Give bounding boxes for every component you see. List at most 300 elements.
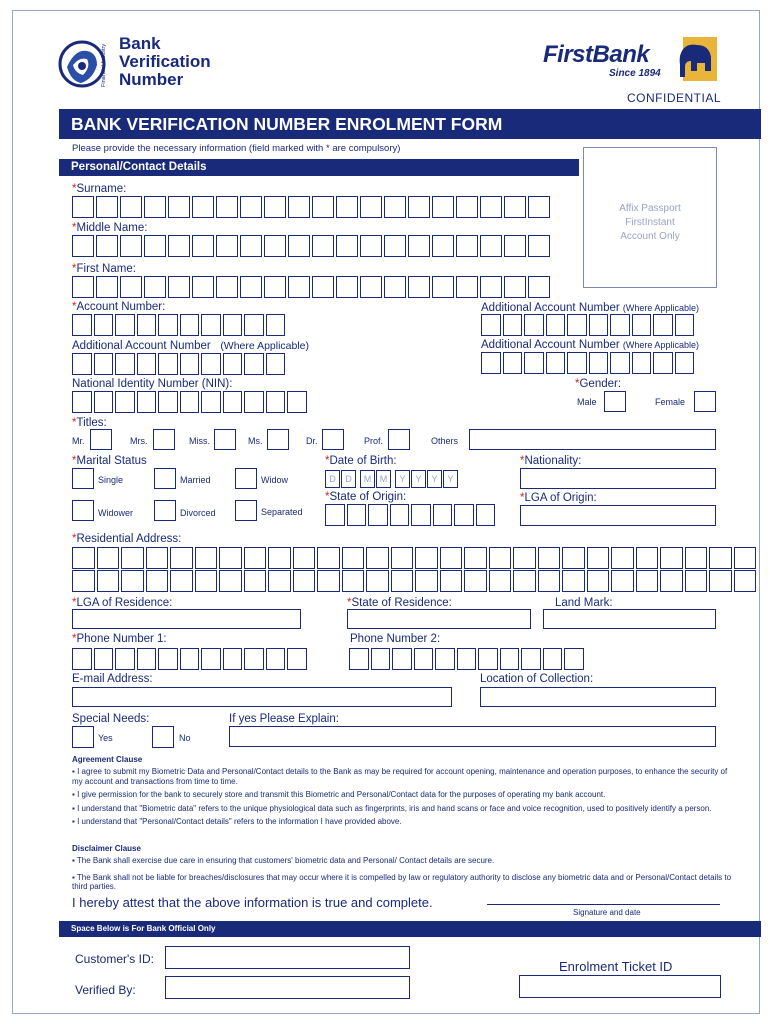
char-box[interactable] — [170, 547, 193, 569]
char-box[interactable] — [180, 648, 200, 670]
char-box[interactable] — [611, 570, 634, 592]
char-box[interactable] — [266, 648, 286, 670]
char-box[interactable] — [415, 547, 438, 569]
char-box[interactable] — [180, 353, 200, 375]
char-box[interactable] — [464, 547, 487, 569]
char-box[interactable] — [478, 648, 498, 670]
char-box[interactable] — [567, 352, 587, 374]
where-applicable-note: (Where Applicable) — [622, 340, 699, 350]
char-box[interactable] — [480, 276, 502, 298]
char-box[interactable] — [564, 648, 584, 670]
char-box[interactable] — [137, 353, 157, 375]
char-box[interactable] — [504, 276, 526, 298]
char-box[interactable] — [317, 547, 340, 569]
phone1-boxes[interactable] — [72, 648, 309, 670]
char-box[interactable] — [528, 235, 550, 257]
char-box[interactable] — [240, 196, 262, 218]
title-dr-label: Dr. — [306, 436, 318, 446]
marital-widower-label: Widower — [98, 508, 134, 518]
dob-boxes[interactable] — [325, 470, 459, 488]
char-box[interactable] — [288, 196, 310, 218]
char-box[interactable] — [317, 570, 340, 592]
marital-separated-box[interactable] — [235, 500, 257, 521]
char-box[interactable] — [223, 391, 243, 413]
bvn-logo-line2: Verification — [119, 52, 211, 71]
residential-address-label-text: Residential Address: — [76, 533, 182, 545]
char-box[interactable] — [120, 235, 142, 257]
char-box[interactable] — [384, 196, 406, 218]
char-box[interactable] — [660, 570, 683, 592]
title-others-input[interactable] — [469, 429, 716, 450]
char-box[interactable] — [589, 314, 609, 336]
dob-year-4[interactable]: Y — [443, 470, 458, 488]
char-box[interactable] — [336, 235, 358, 257]
char-box[interactable] — [115, 391, 135, 413]
special-needs-label: Special Needs: — [72, 713, 150, 725]
marital-divorced-box[interactable] — [154, 500, 176, 521]
char-box[interactable] — [223, 648, 243, 670]
char-box[interactable] — [432, 196, 454, 218]
char-box[interactable] — [685, 547, 708, 569]
dob-month-2[interactable]: M — [376, 470, 391, 488]
special-needs-no-label: No — [179, 733, 191, 743]
char-box[interactable] — [587, 570, 610, 592]
char-box[interactable] — [636, 570, 659, 592]
char-box[interactable] — [144, 235, 166, 257]
char-box[interactable] — [168, 276, 190, 298]
char-box[interactable] — [562, 570, 585, 592]
char-box[interactable] — [456, 235, 478, 257]
char-box[interactable] — [264, 196, 286, 218]
char-box[interactable] — [72, 391, 92, 413]
dob-day-1[interactable]: D — [325, 470, 340, 488]
lga-of-origin-input[interactable] — [520, 505, 716, 526]
char-box[interactable] — [610, 314, 630, 336]
additional-account-right-2-boxes[interactable] — [481, 352, 696, 374]
char-box[interactable] — [513, 570, 536, 592]
surname-boxes[interactable] — [72, 196, 552, 218]
char-box[interactable] — [384, 276, 406, 298]
bvn-logo — [57, 35, 257, 95]
middle-name-label — [72, 222, 147, 234]
char-box[interactable] — [180, 314, 200, 336]
char-box[interactable] — [268, 547, 291, 569]
char-box[interactable] — [244, 570, 267, 592]
char-box[interactable] — [360, 276, 382, 298]
char-box[interactable] — [158, 314, 178, 336]
char-box[interactable] — [137, 391, 157, 413]
nin-boxes[interactable] — [72, 391, 309, 413]
location-of-collection-input[interactable] — [480, 687, 716, 707]
passport-line3: Account Only — [620, 231, 680, 242]
char-box[interactable] — [610, 352, 630, 374]
char-box[interactable] — [546, 314, 566, 336]
land-mark-input[interactable] — [543, 609, 716, 629]
char-box[interactable] — [168, 196, 190, 218]
char-box[interactable] — [636, 547, 659, 569]
char-box[interactable] — [287, 648, 307, 670]
char-box[interactable] — [146, 570, 169, 592]
char-box[interactable] — [325, 504, 345, 526]
char-box[interactable] — [653, 352, 673, 374]
char-box[interactable] — [121, 547, 144, 569]
char-box[interactable] — [192, 235, 214, 257]
char-box[interactable] — [546, 352, 566, 374]
char-box[interactable] — [201, 353, 221, 375]
char-box[interactable] — [632, 314, 652, 336]
marital-widower-box[interactable] — [72, 500, 94, 521]
char-box[interactable] — [368, 504, 388, 526]
char-box[interactable] — [223, 314, 243, 336]
char-box[interactable] — [293, 570, 316, 592]
char-box[interactable] — [240, 276, 262, 298]
char-box[interactable] — [709, 547, 732, 569]
middle-name-boxes[interactable] — [72, 235, 552, 257]
char-box[interactable] — [96, 196, 118, 218]
passport-line1: Affix Passport — [619, 203, 681, 214]
char-box[interactable] — [144, 196, 166, 218]
dob-year-3[interactable]: Y — [427, 470, 442, 488]
special-needs-yes-box[interactable] — [72, 726, 94, 748]
agreement-title: Agreement Clause — [72, 755, 143, 764]
agreement-item: ▪ I give permission for the bank to securely store and transmit this Biometric and Personal/Contact data for the purposes of operating my bank account. — [72, 790, 606, 799]
dob-year-1[interactable]: Y — [395, 470, 410, 488]
char-box[interactable] — [456, 276, 478, 298]
char-box[interactable] — [347, 504, 367, 526]
char-box[interactable] — [392, 648, 412, 670]
char-box[interactable] — [216, 196, 238, 218]
email-input[interactable] — [72, 687, 452, 707]
char-box[interactable] — [293, 547, 316, 569]
char-box[interactable] — [480, 196, 502, 218]
char-box[interactable] — [489, 547, 512, 569]
elephant-icon — [677, 37, 717, 83]
verified-by-input[interactable] — [165, 976, 410, 999]
title-mr-label: Mr. — [72, 436, 85, 446]
char-box[interactable] — [414, 648, 434, 670]
char-box[interactable] — [408, 196, 430, 218]
char-box[interactable] — [96, 235, 118, 257]
char-box[interactable] — [288, 235, 310, 257]
char-box[interactable] — [158, 353, 178, 375]
char-box[interactable] — [456, 196, 478, 218]
char-box[interactable] — [653, 314, 673, 336]
char-box[interactable] — [120, 276, 142, 298]
agreement-item: ▪ I agree to submit my Biometric Data and Personal/Contact details to the Bank as may be required for account opening, maintenance and operation purposes, to enhance the security of my account and transactions from time to time. — [72, 767, 728, 786]
char-box[interactable] — [440, 547, 463, 569]
char-box[interactable] — [513, 547, 536, 569]
if-yes-explain-input[interactable] — [229, 726, 716, 747]
marital-divorced-label: Divorced — [180, 508, 216, 518]
dob-month-1[interactable]: M — [360, 470, 375, 488]
char-box[interactable] — [408, 276, 430, 298]
customer-id-input[interactable] — [165, 946, 410, 969]
char-box[interactable] — [567, 314, 587, 336]
char-box[interactable] — [158, 391, 178, 413]
char-box[interactable] — [589, 352, 609, 374]
char-box[interactable] — [120, 196, 142, 218]
char-box[interactable] — [432, 276, 454, 298]
char-box[interactable] — [287, 391, 307, 413]
title-prof-box[interactable] — [388, 429, 410, 450]
first-name-boxes[interactable] — [72, 276, 552, 298]
char-box[interactable] — [360, 235, 382, 257]
customer-id-label: Customer's ID: — [75, 952, 154, 966]
char-box[interactable] — [342, 570, 365, 592]
special-needs-no-box[interactable] — [152, 726, 174, 748]
char-box[interactable] — [660, 547, 683, 569]
account-number-boxes[interactable] — [72, 314, 287, 336]
char-box[interactable] — [312, 276, 334, 298]
char-box[interactable] — [709, 570, 732, 592]
char-box[interactable] — [266, 353, 286, 375]
char-box[interactable] — [685, 570, 708, 592]
state-of-origin-boxes[interactable] — [325, 504, 497, 526]
char-box[interactable] — [384, 235, 406, 257]
disclaimer-clause-list — [72, 856, 732, 892]
char-box[interactable] — [480, 235, 502, 257]
char-box[interactable] — [464, 570, 487, 592]
dob-day-2[interactable]: D — [341, 470, 356, 488]
char-box[interactable] — [94, 391, 114, 413]
agreement-item-text: I agree to submit my Biometric Data and Personal/Contact details to the Bank as may be required for account opening, maintenance and operation purposes, to enhance the security of my account and transactions from time to time. — [72, 767, 728, 786]
char-box[interactable] — [391, 570, 414, 592]
char-box[interactable] — [675, 314, 695, 336]
first-name-label-text: First Name: — [76, 263, 136, 275]
char-box[interactable] — [72, 570, 95, 592]
bvn-emblem-icon — [57, 37, 107, 91]
char-box[interactable] — [360, 196, 382, 218]
char-box[interactable] — [72, 196, 94, 218]
char-box[interactable] — [481, 352, 501, 374]
residential-address-row-1[interactable] — [72, 547, 758, 569]
instructions: Please provide the necessary information (field marked with * are compulsory) — [72, 143, 401, 154]
title-ms-box[interactable] — [267, 429, 289, 450]
bvn-logo-line1: Bank — [119, 34, 161, 53]
account-number-label — [72, 301, 165, 313]
char-box[interactable] — [201, 391, 221, 413]
char-box[interactable] — [244, 648, 264, 670]
char-box[interactable] — [503, 314, 523, 336]
section-title: Personal/Contact Details — [71, 161, 207, 173]
char-box[interactable] — [391, 547, 414, 569]
char-box[interactable] — [96, 276, 118, 298]
char-box[interactable] — [201, 314, 221, 336]
dob-label-text: Date of Birth: — [329, 455, 397, 467]
required-mark: * — [347, 597, 352, 609]
char-box[interactable] — [433, 504, 453, 526]
char-box[interactable] — [611, 547, 634, 569]
char-box[interactable] — [264, 235, 286, 257]
char-box[interactable] — [72, 235, 94, 257]
char-box[interactable] — [349, 648, 369, 670]
char-box[interactable] — [266, 391, 286, 413]
form-page — [12, 10, 760, 1014]
required-mark: * — [325, 455, 330, 467]
char-box[interactable] — [244, 391, 264, 413]
char-box[interactable] — [524, 314, 544, 336]
char-box[interactable] — [144, 276, 166, 298]
required-mark: * — [72, 183, 77, 195]
char-box[interactable] — [587, 547, 610, 569]
dob-year-2[interactable]: Y — [411, 470, 426, 488]
char-box[interactable] — [170, 570, 193, 592]
char-box[interactable] — [504, 196, 526, 218]
char-box[interactable] — [312, 196, 334, 218]
char-box[interactable] — [168, 235, 190, 257]
char-box[interactable] — [240, 235, 262, 257]
title-banner — [59, 109, 761, 139]
char-box[interactable] — [72, 314, 92, 336]
char-box[interactable] — [500, 648, 520, 670]
char-box[interactable] — [192, 276, 214, 298]
nationality-input[interactable] — [520, 468, 716, 489]
state-of-origin-label-text: State of Origin: — [329, 491, 407, 503]
char-box[interactable] — [72, 648, 92, 670]
residential-address-row-2[interactable] — [72, 570, 758, 592]
char-box[interactable] — [216, 235, 238, 257]
if-yes-explain-label: If yes Please Explain: — [229, 713, 339, 725]
char-box[interactable] — [675, 352, 695, 374]
char-box[interactable] — [435, 648, 455, 670]
lga-of-residence-input[interactable] — [72, 609, 301, 629]
char-box[interactable] — [457, 648, 477, 670]
char-box[interactable] — [115, 314, 135, 336]
char-box[interactable] — [734, 570, 757, 592]
title-ms-label: Ms. — [248, 436, 263, 446]
char-box[interactable] — [72, 353, 92, 375]
dob-label — [325, 455, 397, 467]
additional-account-left-boxes[interactable] — [72, 353, 287, 375]
char-box[interactable] — [503, 352, 523, 374]
nin-label: National Identity Number (NIN): — [72, 378, 233, 390]
char-box[interactable] — [432, 235, 454, 257]
char-box[interactable] — [734, 547, 757, 569]
char-box[interactable] — [454, 504, 474, 526]
char-box[interactable] — [121, 570, 144, 592]
char-box[interactable] — [288, 276, 310, 298]
char-box[interactable] — [115, 353, 135, 375]
where-applicable-note: (Where Applicable) — [220, 340, 310, 352]
additional-account-left-text: Additional Account Number — [72, 340, 211, 352]
required-mark: * — [520, 492, 525, 504]
char-box[interactable] — [137, 314, 157, 336]
char-box[interactable] — [264, 276, 286, 298]
location-of-collection-label: Location of Collection: — [480, 673, 594, 685]
char-box[interactable] — [192, 196, 214, 218]
char-box[interactable] — [180, 391, 200, 413]
char-box[interactable] — [137, 648, 157, 670]
char-box[interactable] — [94, 314, 114, 336]
char-box[interactable] — [632, 352, 652, 374]
char-box[interactable] — [366, 547, 389, 569]
char-box[interactable] — [72, 276, 94, 298]
gender-label-text: Gender: — [579, 378, 622, 390]
char-box[interactable] — [336, 196, 358, 218]
char-box[interactable] — [312, 235, 334, 257]
char-box[interactable] — [481, 314, 501, 336]
char-box[interactable] — [266, 314, 286, 336]
lga-of-residence-label-text: LGA of Residence: — [76, 597, 173, 609]
char-box[interactable] — [72, 547, 95, 569]
char-box[interactable] — [415, 570, 438, 592]
char-box[interactable] — [524, 352, 544, 374]
char-box[interactable] — [408, 235, 430, 257]
char-box[interactable] — [216, 276, 238, 298]
additional-account-right-1-boxes[interactable] — [481, 314, 696, 336]
title-dr-box[interactable] — [322, 429, 344, 450]
char-box[interactable] — [440, 570, 463, 592]
char-box[interactable] — [504, 235, 526, 257]
firstbank-logo — [543, 37, 723, 87]
char-box[interactable] — [94, 648, 114, 670]
char-box[interactable] — [489, 570, 512, 592]
char-box[interactable] — [476, 504, 496, 526]
char-box[interactable] — [219, 547, 242, 569]
passport-photo-box[interactable] — [583, 147, 717, 288]
phone2-boxes[interactable] — [349, 648, 586, 670]
signature-line[interactable] — [487, 904, 720, 905]
char-box[interactable] — [371, 648, 391, 670]
char-box[interactable] — [538, 570, 561, 592]
gender-male-box[interactable] — [604, 391, 626, 412]
enrolment-ticket-input[interactable] — [519, 975, 721, 998]
title-mrs-box[interactable] — [153, 429, 175, 450]
char-box[interactable] — [562, 547, 585, 569]
enrolment-ticket-label: Enrolment Ticket ID — [559, 959, 673, 974]
char-box[interactable] — [366, 570, 389, 592]
char-box[interactable] — [97, 547, 120, 569]
agreement-item-text: I understand that "Biometric data" refers to the unique physiological data such as fingerprints, iris and hand scans or face and voice recognition, used to positively identify a person. — [77, 803, 712, 813]
title-mr-box[interactable] — [90, 429, 112, 450]
required-mark: * — [72, 222, 77, 234]
char-box[interactable] — [195, 547, 218, 569]
land-mark-label: Land Mark: — [555, 597, 613, 609]
state-of-origin-label — [325, 491, 406, 503]
char-box[interactable] — [268, 570, 291, 592]
gender-female-box[interactable] — [694, 391, 716, 412]
char-box[interactable] — [543, 648, 563, 670]
char-box[interactable] — [201, 648, 221, 670]
attest-statement: I hereby attest that the above information is true and complete. — [72, 895, 433, 910]
char-box[interactable] — [528, 276, 550, 298]
marital-single-box[interactable] — [72, 468, 94, 489]
char-box[interactable] — [219, 570, 242, 592]
marital-widow-box[interactable] — [235, 468, 257, 489]
char-box[interactable] — [538, 547, 561, 569]
title-miss-box[interactable] — [214, 429, 236, 450]
char-box[interactable] — [146, 547, 169, 569]
official-banner — [59, 921, 761, 937]
char-box[interactable] — [521, 648, 541, 670]
char-box[interactable] — [244, 547, 267, 569]
marital-married-box[interactable] — [154, 468, 176, 489]
char-box[interactable] — [244, 353, 264, 375]
char-box[interactable] — [390, 504, 410, 526]
char-box[interactable] — [223, 353, 243, 375]
char-box[interactable] — [94, 353, 114, 375]
char-box[interactable] — [528, 196, 550, 218]
char-box[interactable] — [244, 314, 264, 336]
char-box[interactable] — [195, 570, 218, 592]
char-box[interactable] — [342, 547, 365, 569]
char-box[interactable] — [97, 570, 120, 592]
char-box[interactable] — [115, 648, 135, 670]
state-of-residence-input[interactable] — [347, 609, 531, 629]
char-box[interactable] — [158, 648, 178, 670]
char-box[interactable] — [411, 504, 431, 526]
char-box[interactable] — [336, 276, 358, 298]
